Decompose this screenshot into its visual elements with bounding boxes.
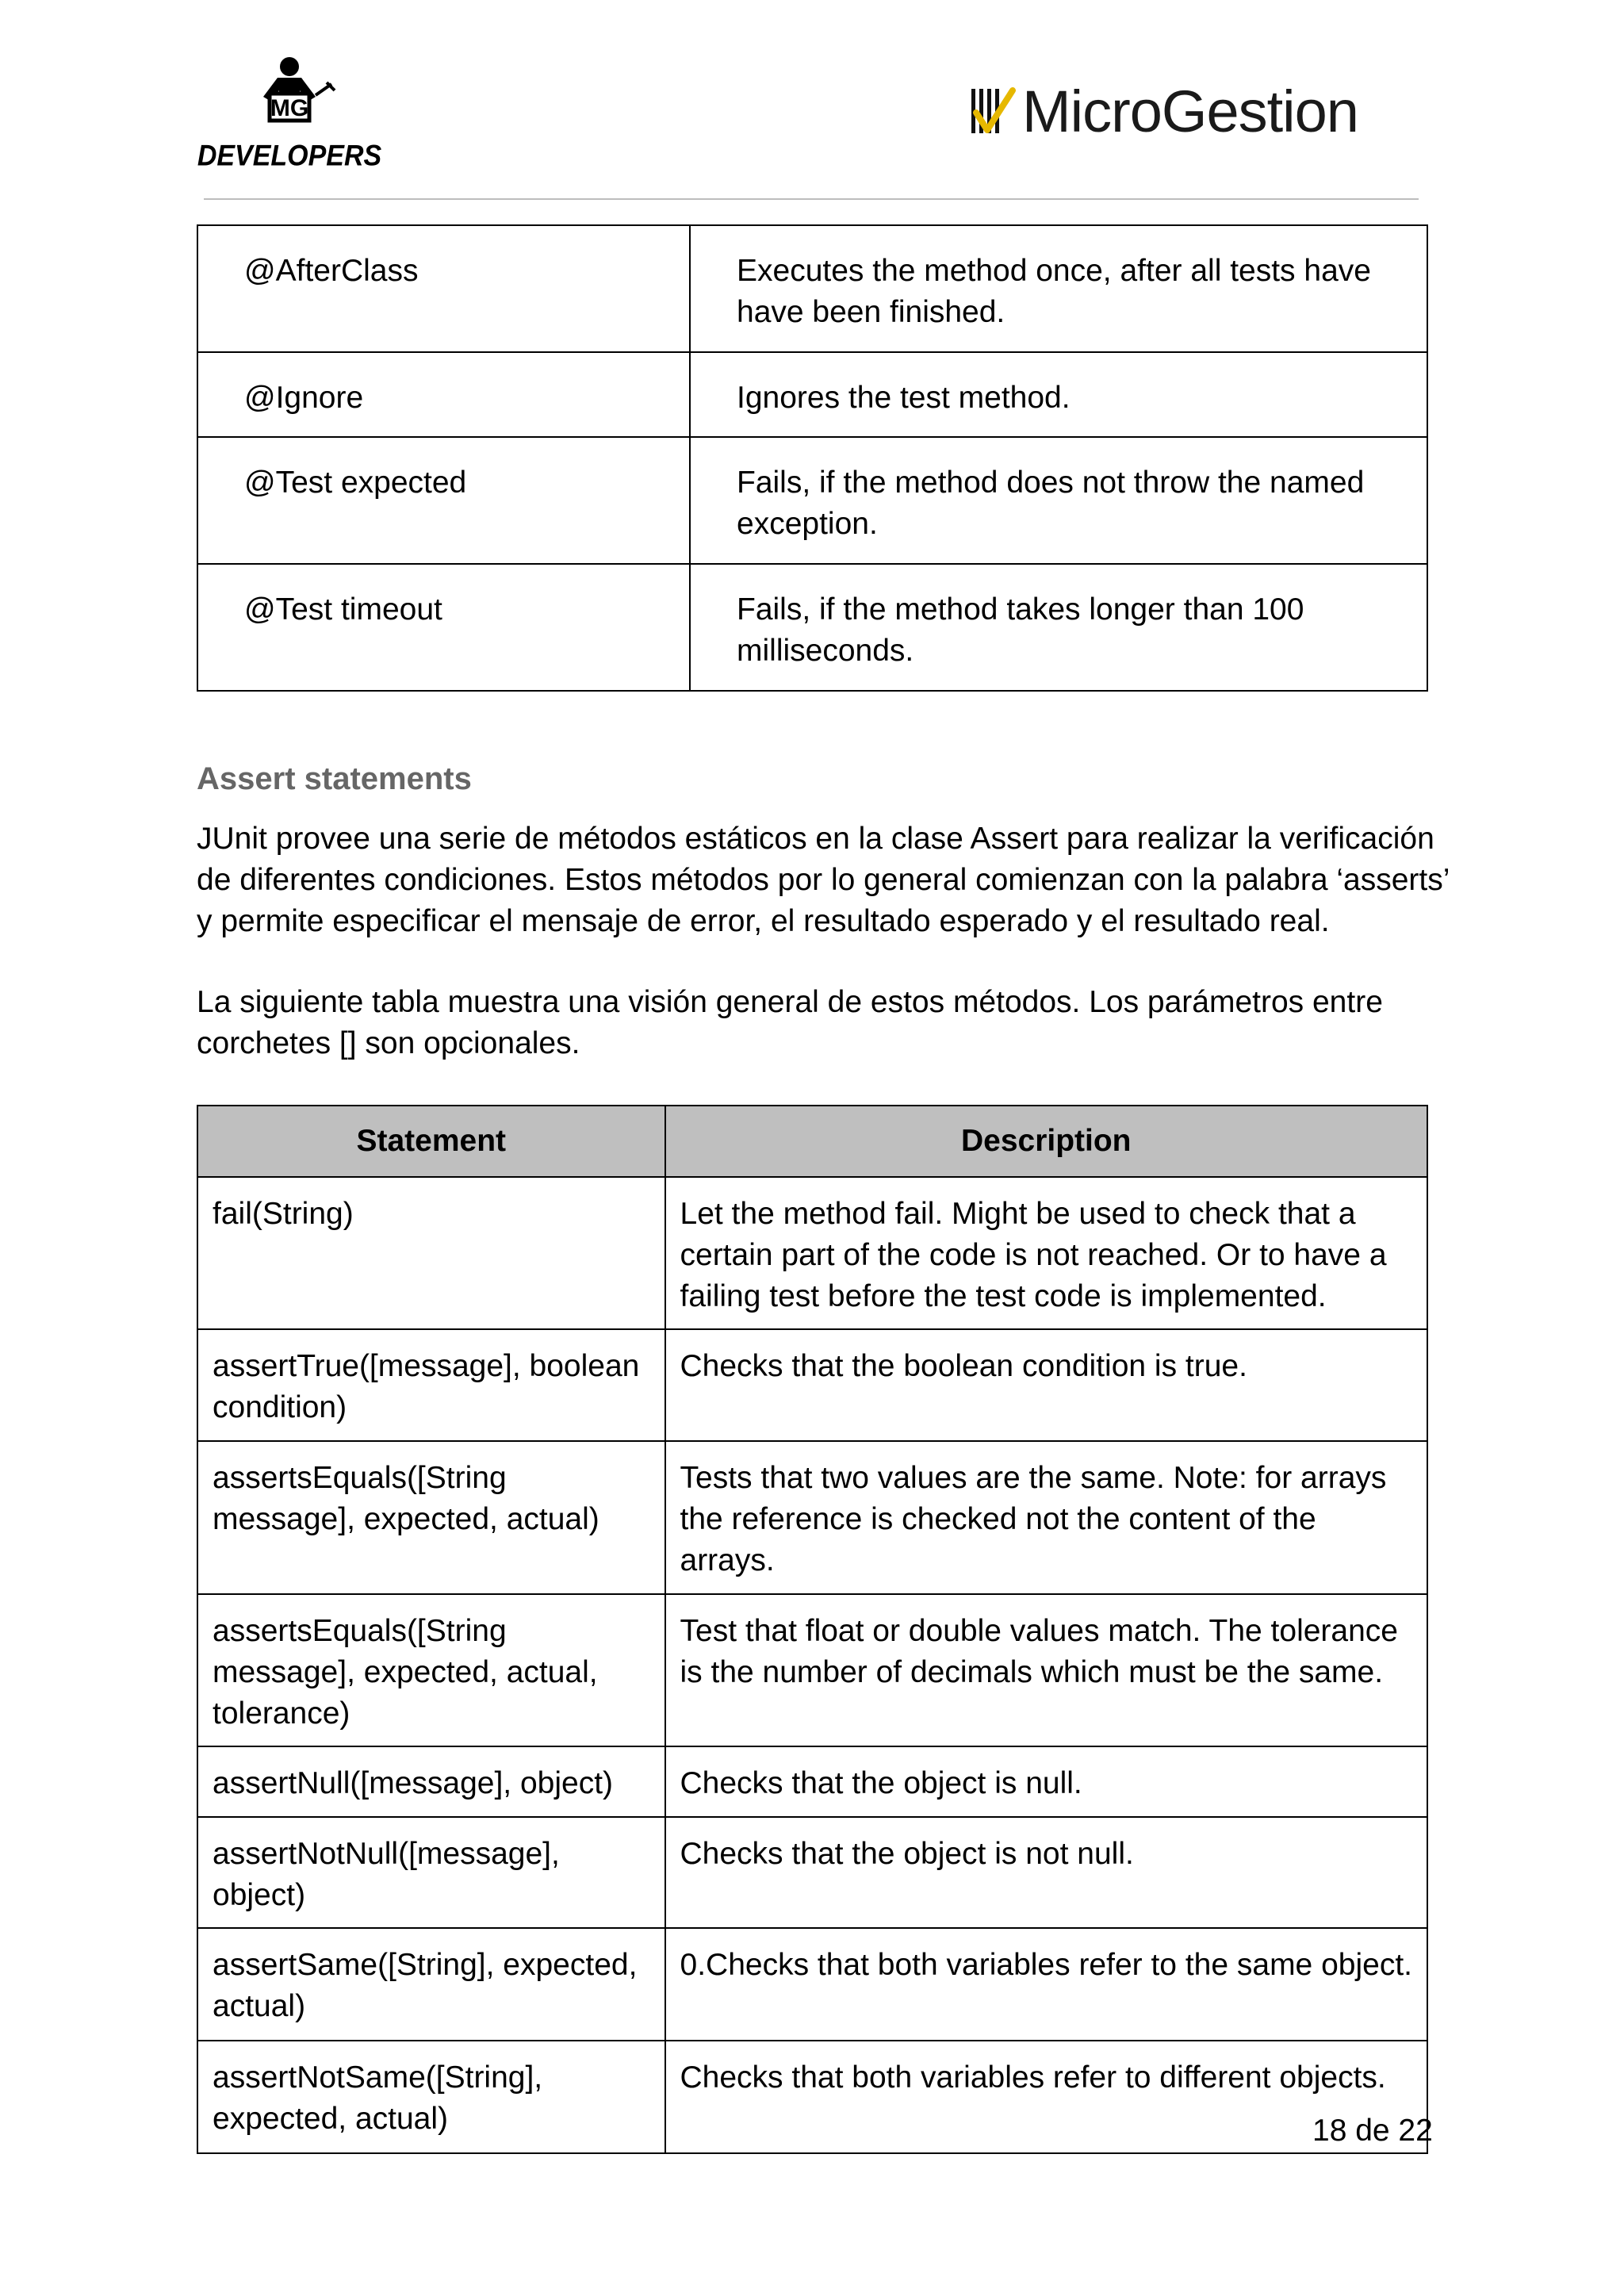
statement-cell: assertNull([message], object) (197, 1746, 665, 1817)
statement-cell: assertNotSame([String], expected, actual) (197, 2041, 665, 2153)
statement-cell: assertNotNull([message], object) (197, 1817, 665, 1928)
description-cell: Checks that the object is not null. (665, 1817, 1428, 1928)
microgestion-logo (971, 79, 1358, 143)
description-cell: Checks that the object is null. (665, 1746, 1428, 1817)
table-header-row (197, 1106, 1427, 1177)
mg-logo-text: MG (270, 95, 309, 121)
description-cell: Checks that both variables refer to different objects. (665, 2041, 1428, 2153)
statement-cell: fail(String) (197, 1177, 665, 1329)
intro-paragraph: JUnit provee una serie de métodos estáticos en la clase Assert para realizar la verificación de diferentes condiciones. Estos métodos por lo general comienzan con la palabra ‘asserts’ y permite especificar el mensaje de error, el resultado esperado y el resultado real. (197, 822, 1449, 938)
mg-developers-logo-icon (197, 56, 382, 172)
annotation-cell: @Test expected (197, 437, 690, 564)
table-row (197, 1746, 1427, 1817)
statement-cell: assertsEquals([String message], expected, actual, tolerance) (197, 1594, 665, 1746)
annotations-table (197, 224, 1428, 692)
table-intro-paragraph: La siguiente tabla muestra una visión general de estos métodos. Los parámetros entre corchetes [] son opcionales. (197, 985, 1383, 1060)
description-cell: Tests that two values are the same. Note: for arrays the reference is checked not the content of the arrays. (665, 1441, 1428, 1594)
statement-cell: assertTrue([message], boolean condition) (197, 1329, 665, 1441)
table-row (197, 225, 1427, 352)
table-row (197, 564, 1427, 691)
header-divider (204, 198, 1419, 200)
table-row (197, 1817, 1427, 1928)
annotation-description-cell: Fails, if the method does not throw the named exception. (690, 437, 1427, 564)
annotation-cell: @Ignore (197, 352, 690, 437)
table-row (197, 352, 1427, 437)
statement-cell: assertsEquals([String message], expected, actual) (197, 1441, 665, 1594)
description-cell: 0.Checks that both variables refer to the same object. (665, 1928, 1428, 2041)
description-cell: Checks that the boolean condition is true. (665, 1329, 1428, 1441)
developers-logo-text: DEVELOPERS (197, 139, 382, 172)
table-row (197, 1441, 1427, 1594)
statements-table (197, 1105, 1428, 2154)
microgestion-logo-mark-icon (971, 86, 1016, 136)
mg-developers-logo (197, 56, 382, 172)
table-row (197, 1329, 1427, 1441)
description-column-header: Description (665, 1106, 1428, 1177)
table-row (197, 1177, 1427, 1329)
page-number: 18 de 22 (1312, 2114, 1433, 2148)
annotation-description-cell: Ignores the test method. (690, 352, 1427, 437)
table-row (197, 437, 1427, 564)
table-row (197, 1928, 1427, 2041)
annotation-cell: @AfterClass (197, 225, 690, 352)
annotation-description-cell: Executes the method once, after all tests have have been finished. (690, 225, 1427, 352)
table-row (197, 2041, 1427, 2153)
description-cell: Test that float or double values match. The tolerance is the number of decimals which must be the same. (665, 1594, 1428, 1746)
microgestion-wordmark: MicroGestion (1022, 78, 1358, 144)
statement-cell: assertSame([String], expected, actual) (197, 1928, 665, 2041)
statement-column-header: Statement (197, 1106, 665, 1177)
table-row (197, 1594, 1427, 1746)
annotation-description-cell: Fails, if the method takes longer than 100 milliseconds. (690, 564, 1427, 691)
section-heading: Assert statements (197, 761, 472, 796)
description-cell: Let the method fail. Might be used to check that a certain part of the code is not reached. Or to have a failing test before the test code is implemented. (665, 1177, 1428, 1329)
annotation-cell: @Test timeout (197, 564, 690, 691)
